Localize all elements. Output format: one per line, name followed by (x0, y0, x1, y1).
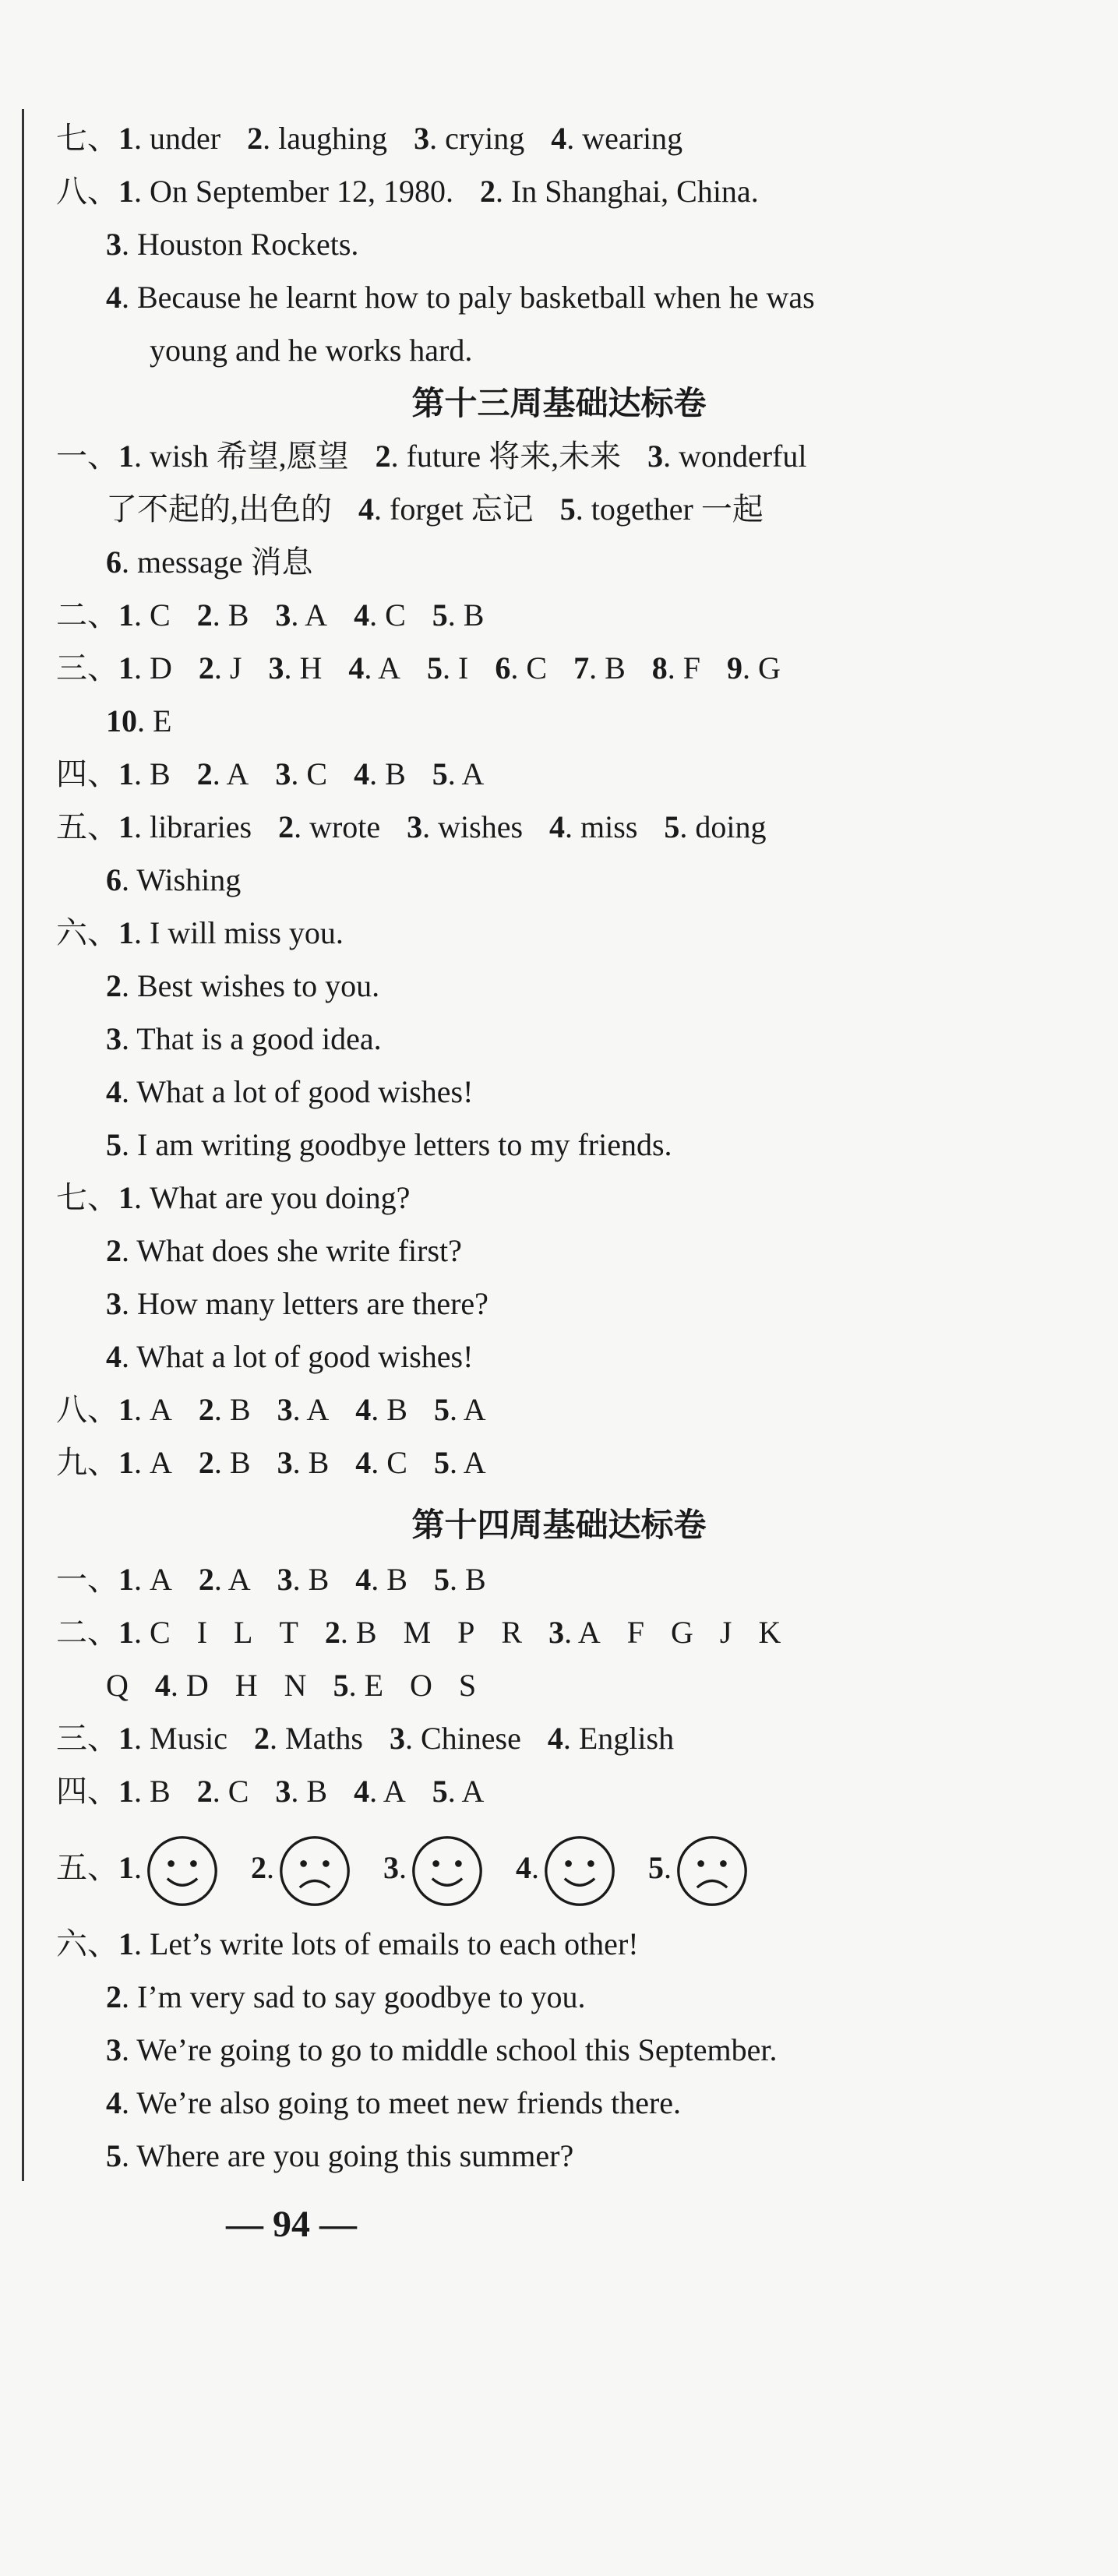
w14-section-2-cont: Q 4. D H N 5. E O S (106, 1668, 477, 1703)
w13-section-7-item-2: 2. What does she write first? (106, 1233, 462, 1268)
w13-section-7: 七、1. What are you doing? (56, 1180, 411, 1215)
frown-icon (277, 1834, 352, 1908)
w13-section-4: 四、1. B 2. A 3. C 4. B 5. A (56, 756, 485, 791)
week-14-title: 第十四周基础达标卷 (411, 1506, 707, 1544)
w14-section-5: 五、1. 2. 3. 4. 5. (56, 1829, 781, 1908)
answer: young and he works hard. (150, 333, 473, 368)
w13-section-7-item-3: 3. How many letters are there? (106, 1286, 488, 1321)
w14-section-4: 四、1. B 2. C 3. B 4. A 5. A (56, 1774, 485, 1809)
w14-section-6-item-4: 4. We’re also going to meet new friends there. (106, 2085, 682, 2120)
w14-section-2: 二、1. C I L T 2. B M P R 3. A F G J K (56, 1615, 781, 1650)
w14-section-6: 六、1. Let’s write lots of emails to each other! (56, 1926, 639, 1961)
section-7-prev: 七、1. under 2. laughing 3. crying 4. wearing (56, 121, 683, 156)
section-8-prev-item-3: 3. Houston Rockets. (106, 227, 359, 262)
w14-section-6-item-5: 5. Where are you going this summer? (106, 2138, 574, 2173)
frown-icon (675, 1834, 749, 1908)
week-13-title: 第十三周基础达标卷 (411, 384, 707, 422)
answer: crying (445, 121, 525, 156)
w13-section-3: 三、1. D 2. J 3. H 4. A 5. I 6. C 7. B 8. F 9. G (56, 650, 781, 685)
answer: under (150, 121, 221, 156)
w13-section-1-cont: 了不起的,出色的 4. forget 忘记 5. together 一起 (106, 492, 764, 527)
w13-section-5: 五、1. libraries 2. wrote 3. wishes 4. miss 5. doing (56, 809, 767, 844)
w13-section-6-item-2: 2. Best wishes to you. (106, 968, 380, 1003)
w13-section-5-item-6: 6. Wishing (106, 862, 242, 897)
w13-section-8: 八、1. A 2. B 3. A 4. B 5. A (56, 1392, 486, 1427)
answer: Because he learnt how to paly basketball when he was (137, 280, 815, 315)
w13-section-7-item-4: 4. What a lot of good wishes! (106, 1339, 474, 1374)
smile-icon (145, 1834, 220, 1908)
w13-section-9: 九、1. A 2. B 3. B 4. C 5. A (56, 1445, 486, 1480)
answer: In Shanghai, China. (510, 174, 759, 209)
section-8-prev-item-4: 4. Because he learnt how to paly basketball when he was (106, 280, 815, 315)
section-8-prev: 八、1. On September 12, 1980. 2. In Shanghai, China. (56, 174, 759, 209)
smile-icon (542, 1834, 617, 1908)
w13-section-6-item-3: 3. That is a good idea. (106, 1021, 382, 1056)
w13-section-6-item-4: 4. What a lot of good wishes! (106, 1074, 474, 1109)
answer: On September 12, 1980. (150, 174, 453, 209)
w13-section-3-item-10: 10. E (106, 703, 172, 738)
page-number: — 94 — (226, 2204, 357, 2245)
w13-section-1: 一、1. wish 希望,愿望 2. future 将来,未来 3. wonderful (56, 439, 807, 474)
smile-icon (410, 1834, 485, 1908)
w14-section-6-item-2: 2. I’m very sad to say goodbye to you. (106, 1979, 586, 2014)
section-8-prev-item-4-cont (150, 329, 472, 372)
w14-section-6-item-3: 3. We’re going to go to middle school this September. (106, 2032, 778, 2067)
answer: wearing (582, 121, 683, 156)
answer: Houston Rockets. (137, 227, 359, 262)
w13-section-2: 二、1. C 2. B 3. A 4. C 5. B (56, 597, 485, 633)
w13-section-6: 六、1. I will miss you. (56, 915, 344, 950)
w13-section-6-item-5: 5. I am writing goodbye letters to my friends. (106, 1127, 672, 1162)
section-lead: 七、 (56, 121, 118, 156)
section-lead: 八、 (56, 174, 118, 209)
w14-section-3: 三、1. Music 2. Maths 3. Chinese 4. English (56, 1721, 675, 1756)
answer: laughing (278, 121, 388, 156)
w14-section-1: 一、1. A 2. A 3. B 4. B 5. B (56, 1562, 486, 1597)
w13-section-1-item-6: 6. message 消息 (106, 544, 313, 580)
